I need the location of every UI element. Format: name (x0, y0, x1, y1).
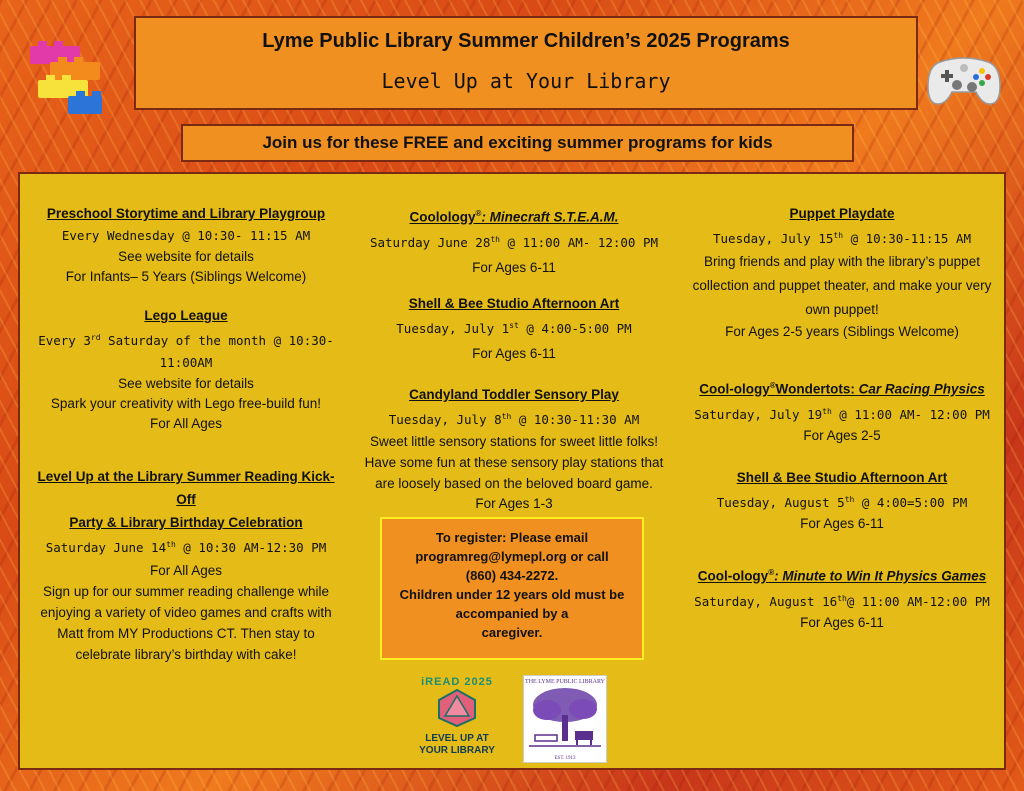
program-ages: For All Ages (149, 563, 223, 579)
library-logo-name: THE LYME PUBLIC LIBRARY (525, 679, 605, 685)
register-line-1: To register: Please email (435, 530, 589, 545)
program-minute-to-win-it (680, 561, 1004, 633)
page-title: Lyme Public Library Summer Children’s 2025 Programs (262, 30, 790, 52)
program-description: Sweet little sensory stations for sweet little folks! Have some fun at these sensory play stations that are loosely based on the beloved board game. (364, 434, 664, 492)
program-shell-bee-august (680, 466, 1004, 534)
program-ages: For Ages 1-3 (475, 496, 553, 512)
program-title: Lego League (144, 308, 228, 323)
program-description: Bring friends and play with the library’s puppet collection and puppet theater, and make your very own puppet! (692, 254, 992, 318)
program-title: Candyland Toddler Sensory Play (409, 387, 619, 402)
program-kickoff-party (28, 465, 344, 665)
programs-panel (18, 172, 1006, 770)
middle-column (354, 174, 674, 514)
program-ages: For Ages 6-11 (800, 516, 884, 532)
program-schedule-cont: 11:00AM (159, 355, 213, 371)
program-preschool-storytime (28, 202, 344, 287)
program-minecraft-steam (354, 202, 674, 278)
right-column (680, 174, 1004, 654)
program-ages: For Ages 2-5 (803, 427, 881, 443)
iread-logo-line2: YOUR LIBRARY (419, 745, 495, 756)
program-schedule: Tuesday, July 1st @ 4:00-5:00 PM (396, 321, 632, 337)
program-description: Spark your creativity with Lego free-build fun! (50, 396, 322, 412)
register-line-6: caregiver. (481, 625, 543, 640)
register-line-5: accompanied by a (455, 606, 569, 621)
program-title: Shell & Bee Studio Afternoon Art (736, 470, 948, 485)
program-title: Cool-ology®: Minute to Win It Physics Games (697, 568, 987, 584)
iread-logo-title: iREAD 2025 (421, 676, 493, 688)
program-ages: For Ages 6-11 (800, 614, 884, 630)
d20-dice-icon (435, 688, 479, 728)
program-description: Sign up for our summer reading challenge while enjoying a variety of video games and crafts with Matt from MY Productions CT. Then stay to celebrate library’s birthday with cake! (40, 584, 332, 663)
program-schedule: Tuesday, July 15th @ 10:30-11:15 AM (713, 231, 971, 247)
program-title: Cool-ology®Wondertots: Car Racing Physics (699, 381, 985, 397)
program-schedule: Saturday, August 16th@ 11:00 AM-12:00 PM (694, 593, 990, 609)
program-ages: For Ages 2-5 years (Siblings Welcome) (725, 324, 959, 340)
program-title-line1: Level Up at the Library Summer Reading Kick-Off (37, 469, 335, 507)
program-lego-league (28, 304, 344, 434)
program-schedule: Every 3rd Saturday of the month @ 10:30- (38, 333, 334, 349)
register-phone: (860) 434-2272. (465, 568, 559, 583)
tree-icon (527, 685, 603, 751)
program-title: Shell & Bee Studio Afternoon Art (408, 296, 620, 311)
library-logo-est: EST. 1913 (554, 756, 576, 761)
program-title: Puppet Playdate (789, 206, 895, 221)
program-ages: For Ages 6-11 (472, 259, 556, 275)
program-schedule: Saturday, July 19th @ 11:00 AM- 12:00 PM (694, 406, 990, 422)
program-note: See website for details (118, 249, 254, 264)
page-subtitle: Level Up at Your Library (381, 69, 671, 93)
iread-logo-line1: LEVEL UP AT (425, 733, 489, 744)
program-schedule: Tuesday, July 8th @ 10:30-11:30 AM (388, 412, 640, 428)
program-title: Coolology®: Minecraft S.T.E.A.M. (409, 209, 619, 225)
program-schedule: Every Wednesday @ 10:30- 11:15 AM (61, 228, 311, 243)
program-ages: For All Ages (149, 416, 223, 432)
program-title: Preschool Storytime and Library Playgroup (46, 206, 326, 221)
program-wondertots (680, 374, 1004, 446)
program-shell-bee-july (354, 292, 674, 364)
program-puppet-playdate (680, 202, 1004, 342)
registration-box (380, 517, 644, 660)
header-box (134, 16, 918, 110)
iread-logo (416, 676, 498, 766)
library-logo (523, 675, 607, 763)
program-ages: For Infants– 5 Years (Siblings Welcome) (65, 269, 307, 284)
program-schedule: Saturday June 28th @ 11:00 AM- 12:00 PM (369, 234, 659, 250)
game-controller-icon (926, 52, 1002, 108)
program-note: See website for details (118, 376, 254, 392)
program-ages: For Ages 6-11 (472, 346, 556, 362)
program-schedule: Saturday June 14th @ 10:30 AM-12:30 PM (45, 540, 327, 556)
register-line-4: Children under 12 years old must be (399, 587, 625, 602)
program-schedule: Tuesday, August 5th @ 4:00=5:00 PM (716, 495, 968, 511)
register-email[interactable]: programreg@lymepl.org or call (415, 549, 609, 564)
lego-blocks-icon (28, 40, 110, 122)
left-column (28, 174, 344, 764)
program-title-line2: Party & Library Birthday Celebration (69, 515, 303, 530)
program-candyland (354, 383, 674, 514)
free-programs-banner: Join us for these FREE and exciting summer programs for kids (181, 124, 854, 162)
